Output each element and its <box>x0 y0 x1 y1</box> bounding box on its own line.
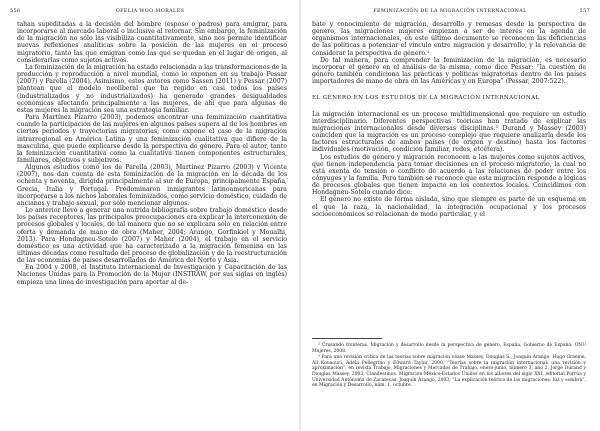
right-page <box>300 0 600 431</box>
body-paragraph: Algunos estudios como los de Parella (2003), Martínez Pizarro (2003) y Vicente (2007), nos dan cuenta de esta feminización de la migración en la década de los ochenta y noventa, dirigida principalmente al sur de Europa, principalmente España, Grecia, Italia y Portugal. Predominaron inmigrantes latinoamericanas para incorporarse a los nichos laborales feminizados, como servicio doméstico, cuidado de ancianos y trabajo sexual, por sólo mencionar algunos. <box>17 164 287 207</box>
left-page-body <box>17 21 287 286</box>
body-paragraph: Para Martínez Pizarro (2003), podemos encontrar una feminización cuantitativa cuando la participación de las mujeres en algunos países supera al de los hombres en ciertos periodos y trayectorias migratorias, como expone el caso de la migración intrarregional en América Latina y una feminización cualitativa que difiere de la masculina, que puede explicarse desde la perspectiva de género. Para el autor, tanto la feminización cuantitativa como la cualitativa tienen componentes estructurales, familiares, objetivos y subjetivos. <box>17 114 287 164</box>
body-paragraph: La migración internacional es un proceso multidimensional que requiere un estudio interdisciplinario. Diferentes perspectivas teóricas han tratado de explicar las migraciones internacionales desde diversas disciplinas.³ Durand y Massey (2003) coinciden que la migración es un proceso complejo que requiere analizarla desde los factores estructurales de ambos países (de origen y destino) hasta los factores individuales (motivación, condición familiar, redes, etcétera). <box>312 110 586 154</box>
body-paragraph: tahan supeditadas a la decisión del hombre (esposo o padres) para emigrar, para incorporarse al mercado laboral o inclusive al retornar. Sin embargo, la feminización de la migración no sólo las visibiliza cuantitativamente, sino nos permite identificar nuevas reflexiones analíticas sobre la posición de las mujeres en el proceso migratorio, tanto las que emigran como las que se quedan en el lugar de origen, al considerarlas como sujetos activos. <box>17 21 287 64</box>
body-paragraph: Lo anterior llevó a generar una nutrida bibliografía sobre trabajo doméstico desde los países receptores, las principales preocupaciones era explicar la interconexión de procesos globales y locales, de tal manera que no se explicara sólo en relación entre oferta y demanda de mano de obra (Maher, 2004; Arango, Gorfinkiel y Moualhi, 2013). Para Hondagneu-Sotelo (2007) y Maher (2004), el trabajo en el servicio doméstico es una actividad que ha caracterizado a la migración femenina en las últimas décadas como resultado del proceso de globalización y de la reestructuración de las economías de países desarrollados de América del Norte y Asia. <box>17 207 287 265</box>
footnote-rule <box>312 338 382 339</box>
page-number: 556 <box>10 8 21 14</box>
body-paragraph: Los estudios de género y migración reconocen a las mujeres como sujetos activos, que tienen independencia para tomar decisiones en el proceso migratorio, la cual no está exenta de tensión o conflicto de acuerdo a las relaciones de poder entre los cónyuges y la familia. Pero también se reconoce que esta migración responde a lógicas de procesos globales que tienen impacto en los contextos locales. Coincidimos con Hondagneu-Sotelo cuando dice: <box>312 153 586 197</box>
block-quote: El género no existe de forma aislada, sino que siempre es parte de un esquema en el que la raza, la nacionalidad, la integración ocupacional y los procesos socioeconómicos se relacionan de modo particular, y el <box>312 196 586 218</box>
running-head-author: OFELIA WOO MORALES <box>115 8 185 14</box>
footnote: ³ Para una revisión crítica de las teorías sobre migración véase Massey, Douglas S., Joaquín Arango, Hugo Graeme, Alí Kouaouci, Adela Pellegrino y Edward Taylor, 2000, “Teorías sobre la migración internacional: una revisión y aproximación”, en revista Trabajo, Migraciones y Mercados de Trabajo, enero-junio, número 3, año 2. Jorge Durand y Douglas Massey, 2003, Clandestinos. Migración México-Estados Unidos en los albores del siglo XXI, editorial Porrúa y Universidad Autónoma de Zacatecas. Joaquín Arango, 2003, “La explicación teórica de las migraciones: luz y sombra”, en Migración y Desarrollo, núm. 1, octubre. <box>312 355 586 389</box>
right-page-body <box>312 21 586 218</box>
running-head-chapter: FEMINIZACIÓN DE LA MIGRACIÓN INTERNACIONAL <box>373 8 527 14</box>
left-page-header <box>10 8 290 18</box>
body-paragraph: En 2004 y 2008, el Instituto Internacional de Investigación y Capacitación de las Naciones Unidas para la Promoción de la Mujer (INSTRAW, por sus siglas en inglés) empieza una línea de investigación para aportar al de- <box>17 264 287 286</box>
right-page-header <box>310 8 590 18</box>
body-paragraph: La feminización de la migración ha estado relacionada a las transformaciones de la producción y reproducción a nivel mundial, como lo exponen en su trabajo Pessar (2007) y Parella (2004). Asimismo, estos autores como Sassen (2011) y Pessar (2007) plantean que el modelo neoliberal que ha regido en casi todos los países (industrializados y no industrializados) ha generado grandes desigualdades económicas afectando principalmente a las mujeres, de ahí que para algunas de estas mujeres la migración sea una estrategia familiar. <box>17 63 287 114</box>
body-paragraph: De tal manera, para comprender la feminización de la migración, es necesario incorporar el género en el análisis de la misma, como dice Pessar: “la cuestión de género también condiciona las prácticas y políticas migratorias dentro de los países importadores de mano de obra en las Américas y en Europa” (Pessar, 2007:522). <box>312 56 586 86</box>
section-heading: EL GÉNERO EN LOS ESTUDIOS DE LA MIGRACIÓN INTERNACIONAL <box>312 95 540 102</box>
footnote: ² Crusando fronteras. Migración y desarrollo desde la perspectiva de género, España, Gobierno de España, ONU Mujeres, 2008. <box>312 343 586 354</box>
page-number: 557 <box>579 8 590 14</box>
body-paragraph: bate y conocimiento de migración, desarrollo y remesas desde la perspectiva de género, las migraciones mujeres empiezan a ser de interés en la agenda de organismos internacionales, en este último documento se reconocen las deficiencias de las políticas a potenciar el vínculo entre migración y desarrollo, y la relevancia de considerar la perspectiva de género.² <box>312 21 586 57</box>
footnotes <box>312 338 586 390</box>
